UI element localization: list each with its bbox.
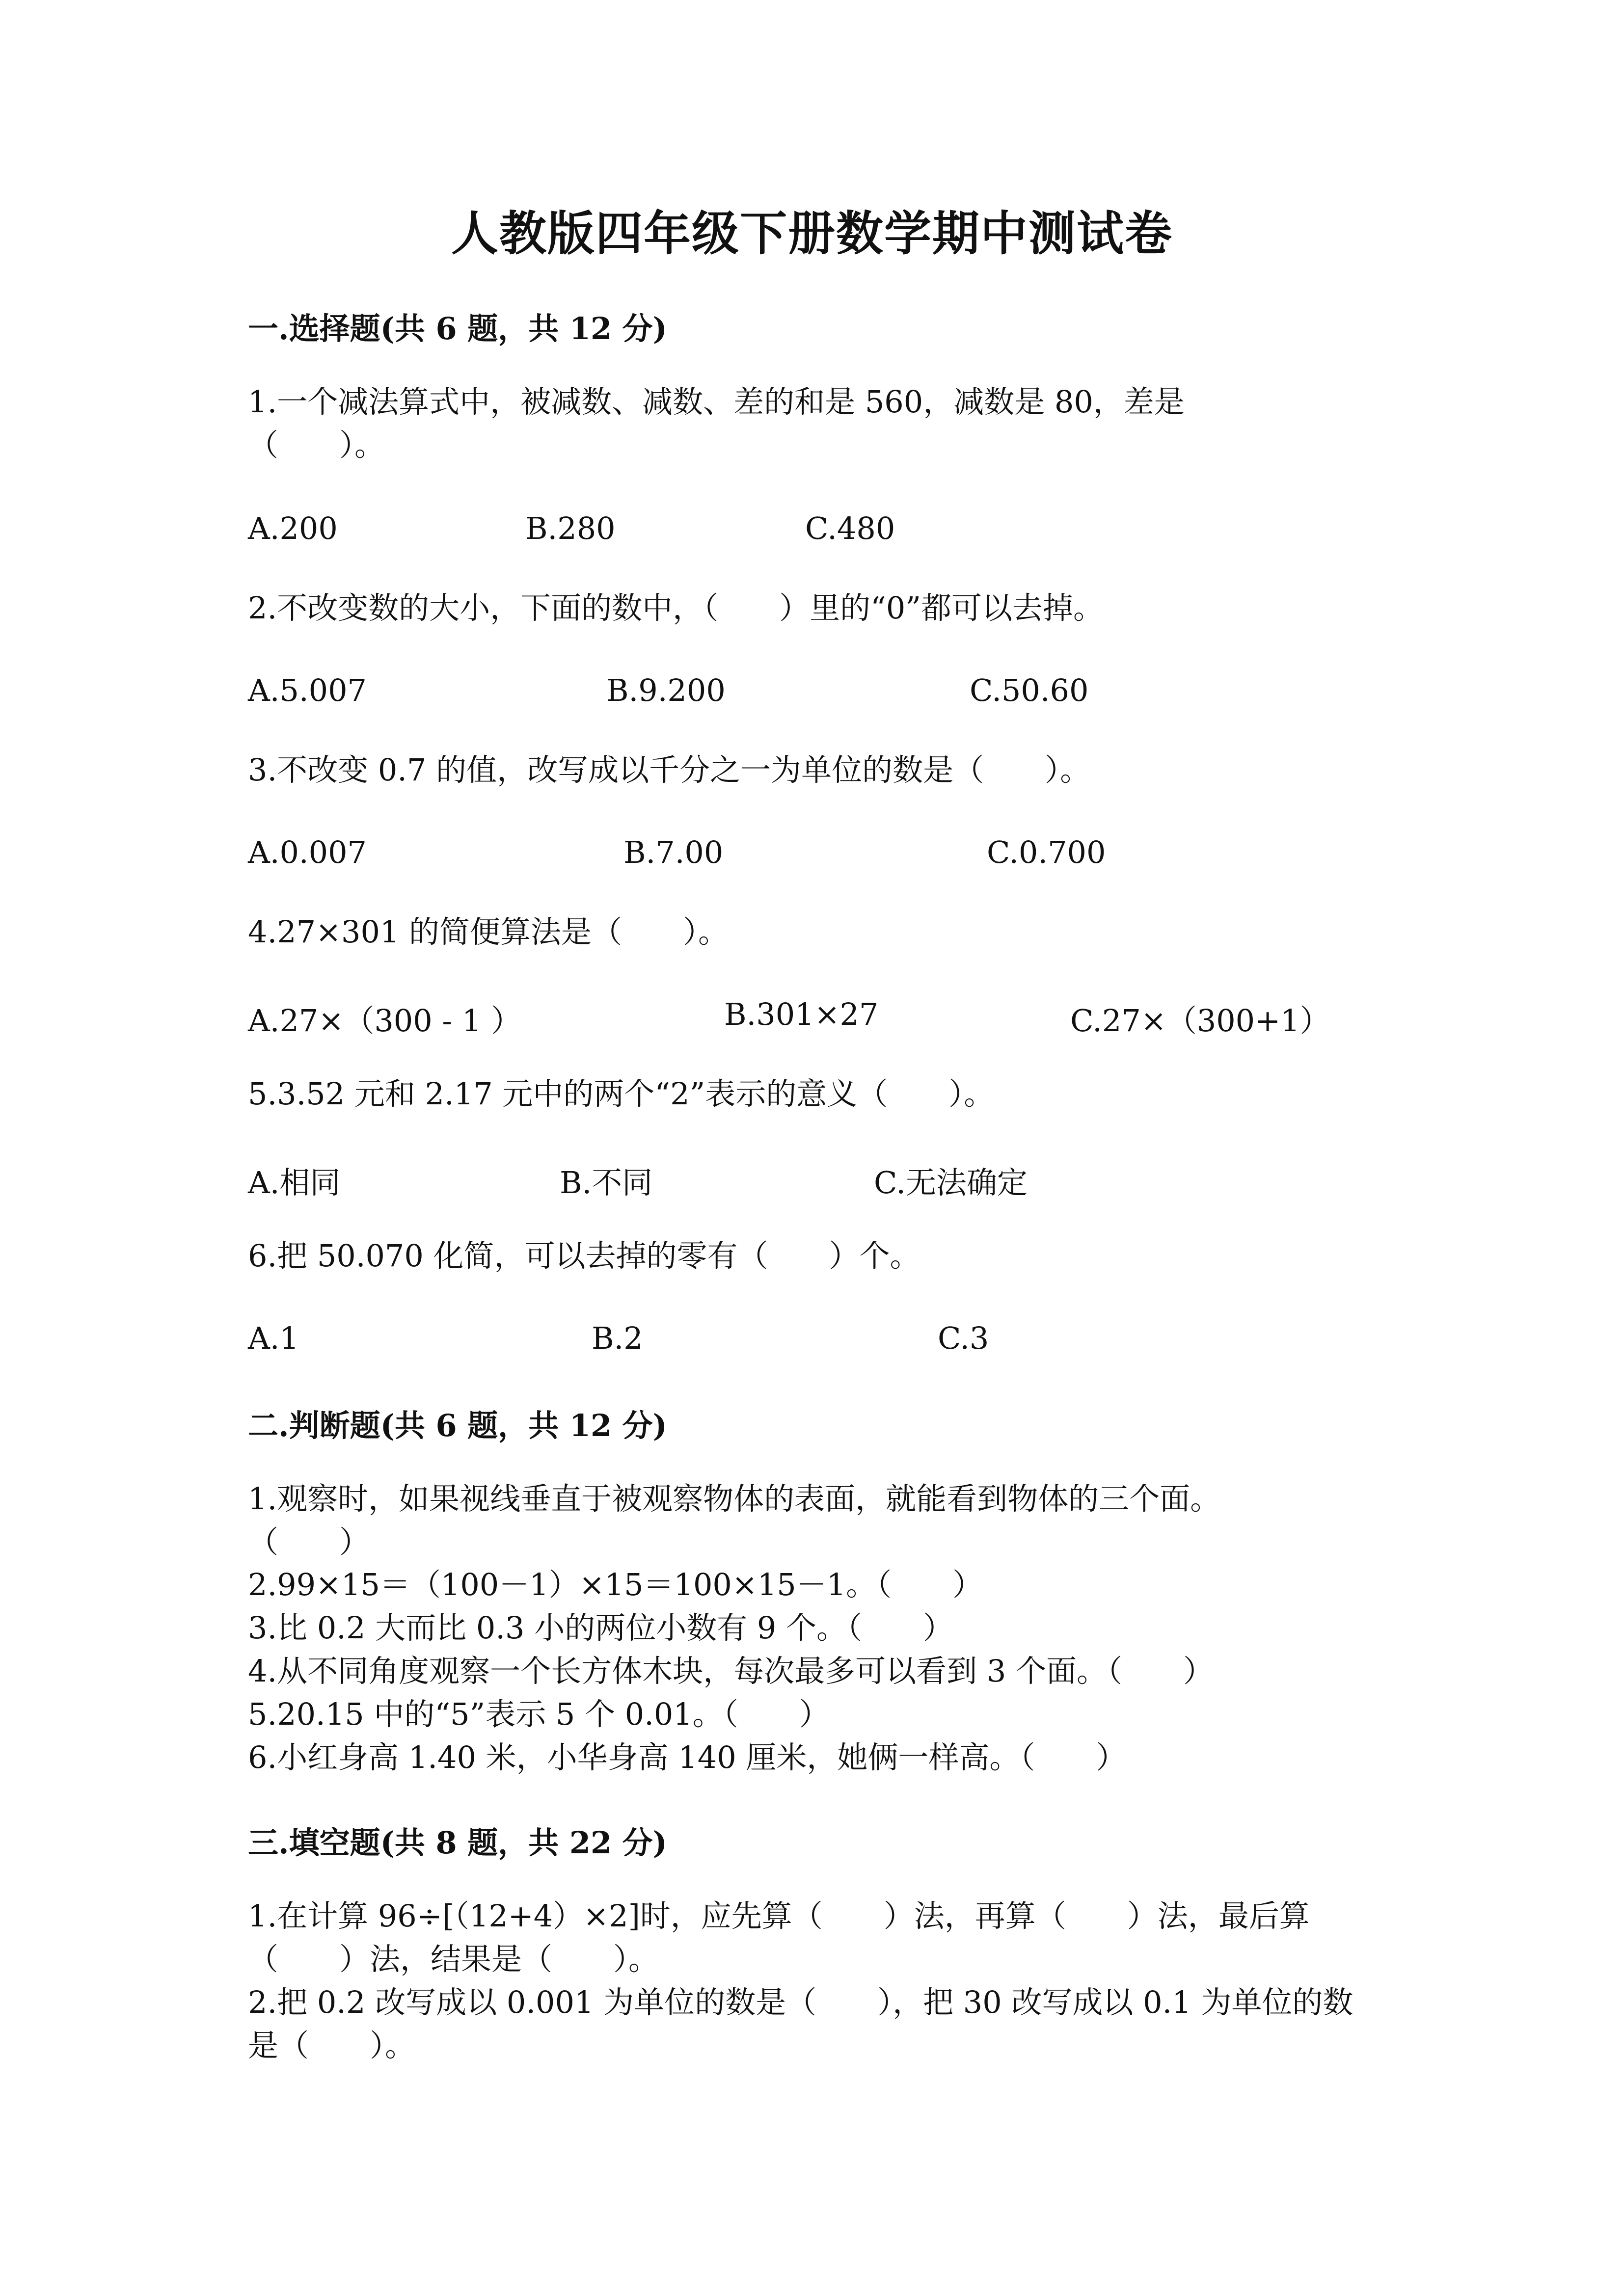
choice-4-option-b: B.301×27 [724,996,879,1032]
choice-6-option-a: A.1 [248,1320,299,1356]
choice-1-option-b: B.280 [525,510,616,546]
choice-3-option-b: B.7.00 [623,834,724,870]
choice-question-2: 2.不改变数的大小，下面的数中，（ ）里的“0”都可以去掉。 [248,590,1104,626]
choice-2-option-a: A.5.007 [248,672,367,708]
choice-1-option-a: A.200 [248,510,338,546]
section-heading-choice: 一.选择题(共 6 题，共 12 分) [248,311,668,347]
choice-4-option-a: A.27×（300 - 1 ） [248,1003,522,1039]
section-heading-judge: 二.判断题(共 6 题，共 12 分) [248,1408,668,1443]
fill-question-1: 1.在计算 96÷[（12+4）×2]时，应先算（ ）法，再算（ ）法，最后算（ ）法，结果是（ ）。 [248,1898,1310,1977]
judge-question-1: 1.观察时，如果视线垂直于被观察物体的表面，就能看到物体的三个面。（ ） [248,1481,1221,1560]
choice-2-option-c: C.50.60 [970,672,1089,708]
choice-5-option-c: C.无法确定 [874,1165,1028,1201]
choice-question-4: 4.27×301 的简便算法是（ ）。 [248,914,729,950]
choice-2-option-b: B.9.200 [606,672,726,708]
choice-3-option-a: A.0.007 [248,834,367,870]
section-heading-fill: 三.填空题(共 8 题，共 22 分) [248,1825,668,1861]
choice-question-6: 6.把 50.070 化简，可以去掉的零有（ ）个。 [248,1238,920,1274]
choice-6-option-b: B.2 [592,1320,643,1356]
judge-question-3: 3.比 0.2 大而比 0.3 小的两位小数有 9 个。（ ） [248,1610,954,1646]
choice-4-option-c: C.27×（300+1） [1070,1003,1330,1039]
choice-6-option-c: C.3 [938,1320,989,1356]
judge-question-4: 4.从不同角度观察一个长方体木块，每次最多可以看到 3 个面。（ ） [248,1653,1214,1689]
judge-question-5: 5.20.15 中的“5”表示 5 个 0.01。（ ） [248,1696,830,1732]
choice-5-option-a: A.相同 [248,1165,341,1201]
fill-question-2: 2.把 0.2 改写成以 0.001 为单位的数是（ ），把 30 改写成以 0.1 为单位的数是（ ）。 [248,1984,1353,2063]
judge-question-6: 6.小红身高 1.40 米，小华身高 140 厘米，她俩一样高。（ ） [248,1739,1127,1775]
choice-5-option-b: B.不同 [560,1165,653,1201]
choice-1-option-c: C.480 [805,510,895,546]
choice-3-option-c: C.0.700 [987,834,1106,870]
page-title: 人教版四年级下册数学期中测试卷 [451,206,1173,261]
choice-question-1: 1.一个减法算式中，被减数、减数、差的和是 560，减数是 80，差是（ ）。 [248,384,1185,463]
choice-question-3: 3.不改变 0.7 的值，改写成以千分之一为单位的数是（ ）。 [248,752,1091,788]
judge-question-2: 2.99×15＝（100－1）×15＝100×15－1。（ ） [248,1567,983,1602]
choice-question-5: 5.3.52 元和 2.17 元中的两个“2”表示的意义（ ）。 [248,1076,995,1112]
